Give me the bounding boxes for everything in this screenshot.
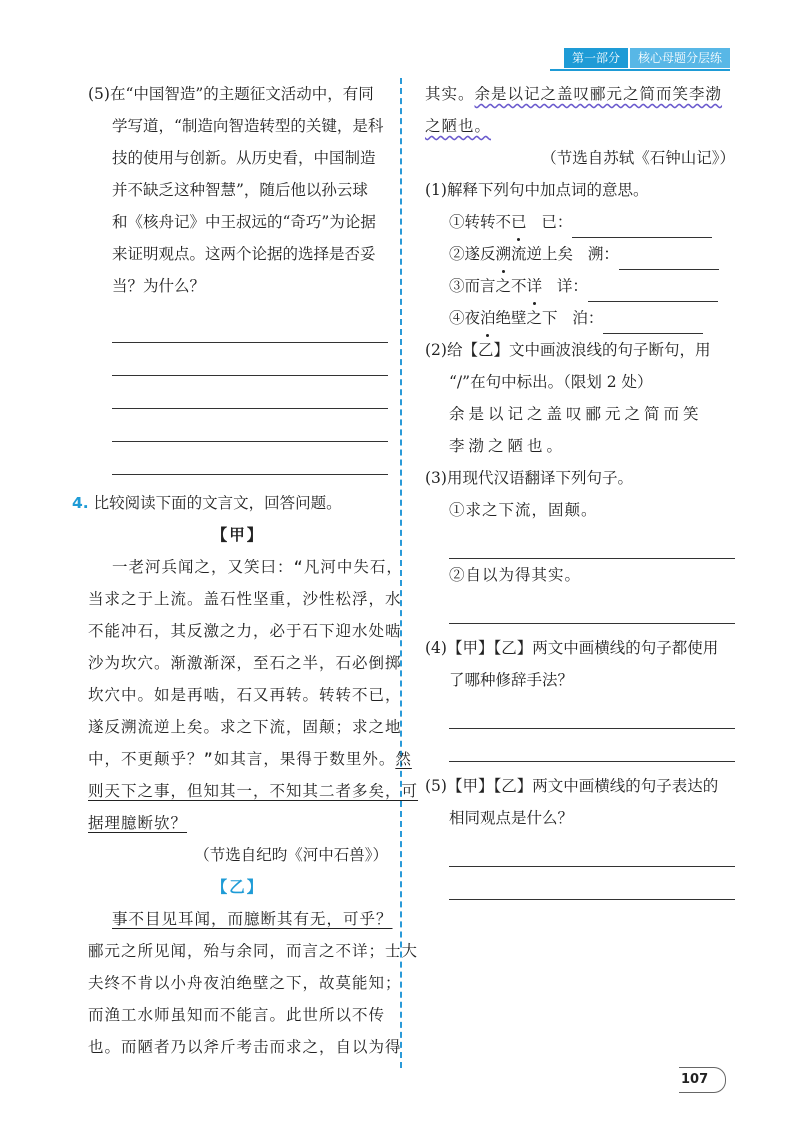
q1-key: 详： (556, 277, 588, 295)
jia-line: 一老河兵闻之，又笑曰：“凡河中失石， (112, 558, 403, 576)
jia-underlined: 然 (395, 750, 412, 768)
yi-underlined: 事不目见耳闻，而臆断其有无，可乎？ (112, 910, 393, 928)
q5-line: (5)在“中国智造”的主题征文活动中，有同 (88, 85, 374, 103)
jia-line (88, 743, 412, 775)
answer-blank[interactable] (603, 315, 703, 334)
jia-line: 当求之于上流。盖石性坚重，沙性松浮，水 (88, 590, 402, 608)
answer-line[interactable] (449, 834, 735, 867)
jia-text: 中，不更颠乎？”如其言，果得于数里外。 (88, 750, 396, 768)
answer-line[interactable] (112, 310, 388, 343)
subquestion-2: “/”在句中标出。（限划 2 处） (449, 373, 653, 391)
q1-item (425, 238, 735, 270)
q1-item (425, 270, 735, 302)
q5-line: 技的使用与创新。从历史看，中国制造 (112, 149, 376, 167)
answer-blank[interactable] (588, 283, 718, 302)
question-4 (72, 487, 388, 519)
answer-blank[interactable] (619, 251, 719, 270)
answer-line[interactable] (449, 526, 735, 559)
translate-a: ①求之下流，固颠。 (449, 501, 598, 519)
answer-line[interactable] (112, 409, 388, 442)
dotted-word: 泊 (480, 302, 496, 334)
header-part: 第一部分 (564, 48, 628, 68)
q5-line: 当？为什么？ (112, 277, 206, 295)
jia-underlined-line: 则天下之事，但知其一，不知其二者多矣，可 (88, 782, 419, 800)
q1-item (425, 206, 735, 238)
dotted-word: 详 (527, 270, 543, 302)
punctuation-sentence[interactable]: 余是以记之盖叹郦元之简而笑 (449, 405, 703, 423)
left-column (72, 78, 419, 1063)
yi-source: （节选自苏轼《石钟山记》） (541, 149, 735, 167)
q1-item-text: ④夜 (449, 309, 481, 327)
subquestion-5: (5)【甲】【乙】两文中画横线的句子表达的 (425, 777, 719, 795)
passage-yi-title: 【乙】 (211, 877, 265, 896)
translate-b: ②自以为得其实。 (449, 566, 582, 584)
passage-jia-title: 【甲】 (211, 525, 265, 544)
q1-key: 已： (541, 213, 573, 231)
yi-line: 而渔工水师虽知而不能言。此世所以不传 (88, 1006, 386, 1024)
jia-line: 坎穴中。如是再啮，石又再转。转转不已， (88, 686, 402, 704)
yi-wavy: 之陋也。 (425, 117, 492, 135)
subquestion-3: (3)用现代汉语翻译下列句子。 (425, 469, 633, 487)
yi-line: 夫终不肯以小舟夜泊绝壁之下，故莫能知； (88, 974, 402, 992)
answer-line[interactable] (449, 867, 735, 900)
q1-key: 溯： (587, 245, 619, 263)
header-rule (550, 69, 730, 71)
q1-item-text: 绝壁之下 (495, 309, 558, 327)
subquestion-4: (4)【甲】【乙】两文中画横线的句子都使用 (425, 639, 719, 657)
dotted-word: 已 (511, 206, 527, 238)
dotted-word: 溯 (496, 238, 512, 270)
answer-line[interactable] (449, 696, 735, 729)
yi-line: 郦元之所见闻，殆与余同，而言之不详；士大 (88, 942, 419, 960)
yi-text: 其实。 (425, 85, 475, 103)
q1-item-text: ①转转不 (449, 213, 512, 231)
subquestion-2: (2)给【乙】文中画波浪线的句子断句，用 (425, 341, 711, 359)
yi-wavy: 余是以记之盖叹郦元之简而笑李渤 (474, 85, 723, 103)
page-header (564, 48, 730, 68)
answer-line[interactable] (449, 591, 735, 624)
page-number: 107 (679, 1067, 726, 1093)
q5-line: 学写道，“制造向智造转型的关键，是科 (112, 117, 384, 135)
q1-key: 泊： (572, 309, 604, 327)
punctuation-sentence[interactable]: 李渤之陋也。 (449, 437, 567, 455)
answer-line[interactable] (112, 442, 388, 475)
q5-line: 和《核舟记》中王叔远的“奇巧”为论据 (112, 213, 376, 231)
header-section: 核心母题分层练 (630, 48, 730, 68)
yi-line: 也。而陋者乃以斧斤考击而求之，自以为得 (88, 1038, 402, 1056)
right-column (425, 78, 735, 900)
yi-line (88, 903, 393, 935)
jia-line: 遂反溯流逆上矣。求之下流，固颠；求之地 (88, 718, 402, 736)
answer-line[interactable] (112, 343, 388, 376)
q1-item-text: ③而言之不 (449, 277, 527, 295)
yi-continued-line (425, 78, 735, 110)
q1-item-text: ②遂反 (449, 245, 496, 263)
answer-blank[interactable] (572, 219, 712, 238)
question-4-text: 比较阅读下面的文言文，回答问题。 (93, 494, 342, 512)
yi-continued-line (425, 110, 735, 142)
q5-line: 并不缺乏这种智慧”，随后他以孙云球 (112, 181, 368, 199)
jia-line: 沙为坎穴。渐激渐深，至石之半，石必倒掷 (88, 654, 402, 672)
q5-line: 来证明观点。这两个论据的选择是否妥 (112, 245, 376, 263)
jia-source: （节选自纪昀《河中石兽》） (194, 846, 388, 864)
jia-underlined-line: 据理臆断欤？ (88, 814, 188, 832)
answer-line[interactable] (112, 376, 388, 409)
answer-line[interactable] (449, 729, 735, 762)
subquestion-5: 相同观点是什么？ (449, 809, 574, 827)
q1-item (425, 302, 735, 334)
subquestion-4: 了哪种修辞手法？ (449, 671, 574, 689)
question-4-number: 4. (72, 494, 89, 512)
q1-item-text: 流逆上矣 (511, 245, 574, 263)
jia-line: 不能冲石，其反激之力，必于石下迎水处啮 (88, 622, 402, 640)
subquestion-1: (1)解释下列句中加点词的意思。 (425, 181, 649, 199)
